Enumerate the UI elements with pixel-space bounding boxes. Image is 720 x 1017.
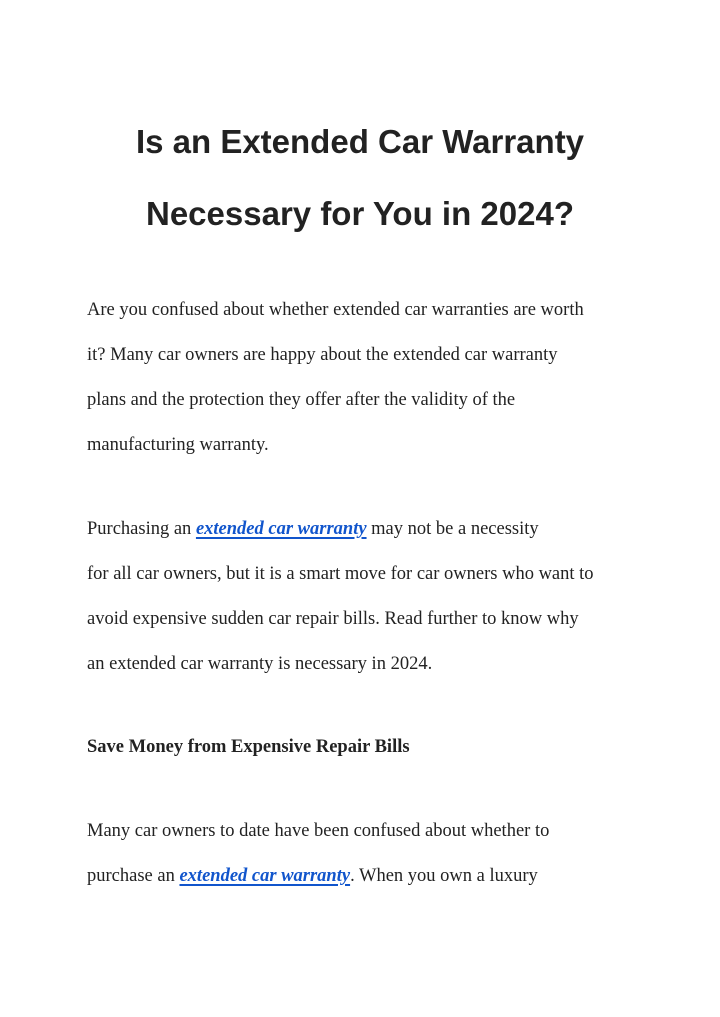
title-line-2: Necessary for You in 2024? — [146, 195, 574, 232]
paragraph-1-line-4: manufacturing warranty. — [87, 435, 269, 455]
paragraph-2-line-2: for all car owners, but it is a smart move for car owners who want to — [87, 564, 594, 584]
paragraph-1-line-2: it? Many car owners are happy about the extended car warranty — [87, 345, 558, 365]
title-line-1: Is an Extended Car Warranty — [135, 123, 585, 160]
extended-car-warranty-link-1[interactable]: extended car warranty — [195, 519, 367, 539]
paragraph-3-text-before-link: purchase an — [87, 866, 180, 886]
paragraph-1-line-1: Are you confused about whether extended car warranties are worth — [87, 300, 584, 320]
section-heading: Save Money from Expensive Repair Bills — [87, 737, 410, 757]
paragraph-2-line-1 — [87, 516, 539, 542]
paragraph-2-line-3: avoid expensive sudden car repair bills. Read further to know why — [87, 609, 579, 629]
extended-car-warranty-link-2[interactable]: extended car warranty — [179, 866, 351, 886]
paragraph-2-line-4: an extended car warranty is necessary in 2024. — [87, 654, 433, 674]
paragraph-3-line-1: Many car owners to date have been confused about whether to — [87, 821, 550, 841]
paragraph-3-text-after-link: . When you own a luxury — [350, 866, 538, 886]
paragraph-1-line-3: plans and the protection they offer after the validity of the — [87, 390, 516, 410]
paragraph-3-line-2 — [87, 863, 538, 889]
paragraph-2-text-after-link: may not be a necessity — [366, 519, 539, 539]
paragraph-2-text-before-link: Purchasing an — [87, 519, 196, 539]
